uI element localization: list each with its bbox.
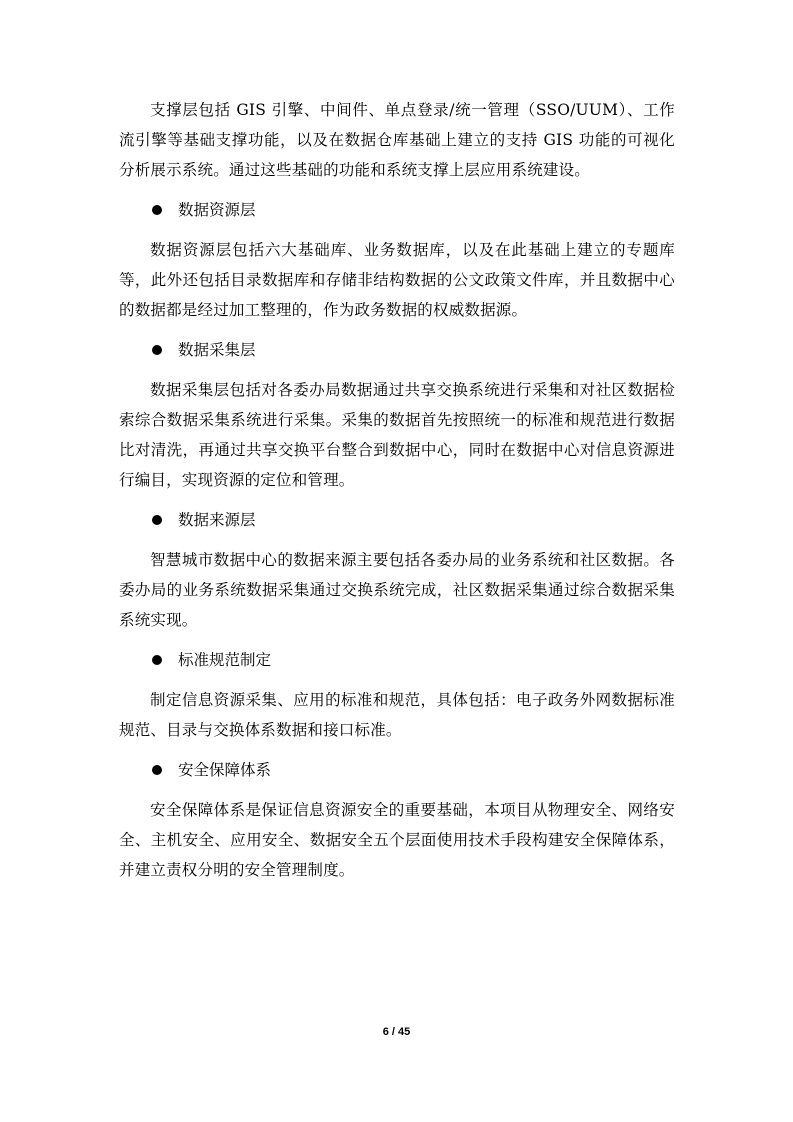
bullet-heading-label: 安全保障体系 (178, 761, 272, 779)
bullet-dot-icon (152, 515, 162, 525)
page-number: 6 / 45 (382, 1026, 411, 1038)
paragraph-standards: 制定信息资源采集、应用的标准和规范，具体包括：电子政务外网数据标准规范、目录与交换体系数据和接口标准。 (119, 691, 675, 739)
bullet-heading-data-collection-layer (119, 335, 675, 365)
bullet-heading-label: 数据资源层 (178, 201, 256, 219)
bullet-heading-data-source-layer (119, 505, 675, 535)
bullet-dot-icon (152, 345, 162, 355)
bullet-heading-label: 数据采集层 (178, 341, 256, 359)
paragraph-security-system: 安全保障体系是保证信息资源安全的重要基础，本项目从物理安全、网络安全、主机安全、应用安全、数据安全五个层面使用技术手段构建安全保障体系，并建立责权分明的安全管理制度。 (119, 801, 675, 879)
bullet-heading-data-resource-layer (119, 195, 675, 225)
bullet-heading-standards (119, 645, 675, 675)
bullet-heading-label: 标准规范制定 (178, 651, 272, 669)
paragraph-data-source-layer: 智慧城市数据中心的数据来源主要包括各委办局的业务系统和社区数据。各委办局的业务系统数据采集通过交换系统完成，社区数据采集通过综合数据采集系统实现。 (119, 551, 675, 629)
bullet-heading-security-system (119, 755, 675, 785)
paragraph-data-collection-layer: 数据采集层包括对各委办局数据通过共享交换系统进行采集和对社区数据检索综合数据采集系统进行采集。采集的数据首先按照统一的标准和规范进行数据比对清洗，再通过共享交换平台整合到数据中心，同时在数据中心对信息资源进行编目，实现资源的定位和管理。 (119, 381, 675, 489)
document-body (119, 95, 675, 895)
paragraph-support-layer: 支撑层包括 GIS 引擎、中间件、单点登录/统一管理（SSO/UUM）、工作流引擎等基础支撑功能，以及在数据仓库基础上建立的支持 GIS 功能的可视化分析展示系统。通过这些基础的功能和系统支撑上层应用系统建设。 (119, 101, 675, 179)
bullet-dot-icon (152, 205, 162, 215)
paragraph-data-resource-layer: 数据资源层包括六大基础库、业务数据库，以及在此基础上建立的专题库等，此外还包括目录数据库和存储非结构数据的公文政策文件库，并且数据中心的数据都是经过加工整理的，作为政务数据的权威数据源。 (119, 241, 675, 319)
bullet-dot-icon (152, 765, 162, 775)
bullet-dot-icon (152, 655, 162, 665)
bullet-heading-label: 数据来源层 (178, 511, 256, 529)
